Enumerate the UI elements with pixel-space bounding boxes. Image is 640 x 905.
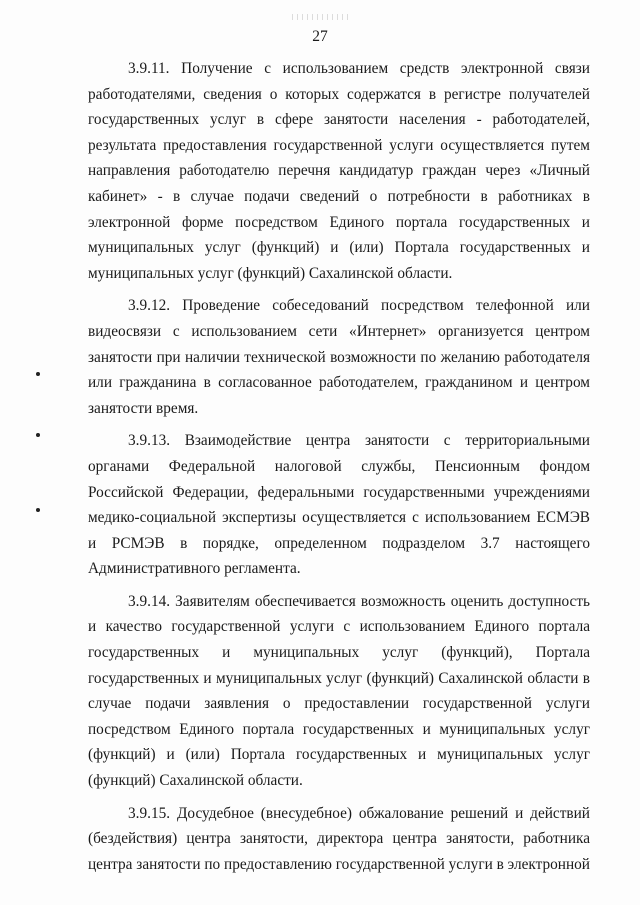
paragraph-3-9-13: 3.9.13. Взаимодействие центра занятости с территориальными органами Федеральной налоговой службы, Пенсионным фондом Российской Федерации, федеральными государственными учреждениями медико-социальной экспертизы осуществляется с использованием ЕСМЭВ и РСМЭВ в порядке, определенном подразделом 3.7 настоящего Административного регламента. (88, 432, 590, 578)
scan-artifact (292, 14, 348, 20)
page-number: 27 (312, 28, 328, 45)
paragraph-3-9-12: 3.9.12. Проведение собеседований посредством телефонной или видеосвязи с использованием сети «Интернет» организуется центром занятости при наличии технической возможности по желанию работодателя или гражданина в согласованное работодателем, гражданином и центром занятости время. (88, 297, 590, 417)
paragraph-3-9-11: 3.9.11. Получение с использованием средств электронной связи работодателями, сведения о которых содержатся в регистре получателей государственных услуг в сфере занятости населения - работодателей, результата предоставления государственной услуги осуществляется путем направления работодателю перечня кандидатур граждан через «Личный кабинет» - в случае подачи сведений о потребности в работниках в электронной форме посредством Единого портала государственных и муниципальных услуг (функций) и (или) Портала государственных и муниципальных услуг (функций) Сахалинской области. (88, 60, 590, 282)
margin-dot (36, 508, 40, 512)
document-body (88, 56, 590, 884)
paragraph-3-9-15: 3.9.15. Досудебное (внесудебное) обжалование решений и действий (бездействия) центра занятости, директора центра занятости, работника центра занятости по предоставлению государственной услуги в электронной (88, 804, 590, 873)
paragraph-3-9-14: 3.9.14. Заявителям обеспечивается возможность оценить доступность и качество государственной услуги с использованием Единого портала государственных и муниципальных услуг (функций), Портала государственных и муниципальных услуг (функций) Сахалинской области в случае подачи заявления о предоставлении государственной услуги посредством Единого портала государственных и муниципальных услуг (функций) и (или) Портала государственных и муниципальных услуг (функций) Сахалинской области. (88, 592, 590, 790)
margin-dot (36, 372, 40, 376)
margin-dot (36, 433, 40, 437)
